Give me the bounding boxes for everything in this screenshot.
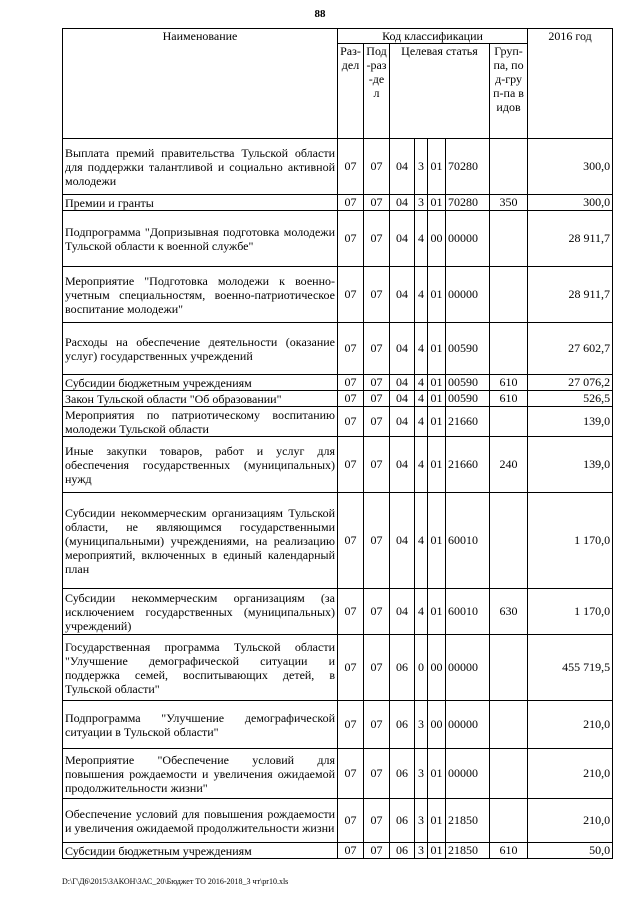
row-group: [490, 701, 528, 749]
row-target-direction: 00000: [446, 701, 490, 749]
header-podrazdel: Под-раз-дел: [364, 44, 390, 139]
row-target-direction: 00590: [446, 375, 490, 391]
row-name: Субсидии некоммерческим организациям Тульской области, не являющимся государственными (муниципальными) учреждениями, на реализацию мероприятий, включенных в единый календарный план: [63, 493, 338, 589]
row-name: Обеспечение условий для повышения рождаемости и увеличения ожидаемой продолжительности жизни: [63, 799, 338, 843]
header-target: Целевая статья: [390, 44, 490, 139]
row-target-direction: 00590: [446, 391, 490, 407]
row-name: Субсидии бюджетным учреждениям: [63, 375, 338, 391]
row-target-subprogram: 4: [415, 375, 428, 391]
row-target-event: 01: [428, 323, 446, 375]
row-podrazdel: 07: [364, 139, 390, 195]
row-target-program: 04: [390, 493, 415, 589]
row-group: [490, 323, 528, 375]
table-row: [63, 799, 613, 843]
row-target-program: 04: [390, 267, 415, 323]
table-row: [63, 437, 613, 493]
row-amount: 210,0: [528, 749, 613, 799]
row-target-direction: 00000: [446, 267, 490, 323]
row-name: Расходы на обеспечение деятельности (оказание услуг) государственных учреждений: [63, 323, 338, 375]
row-target-event: 00: [428, 635, 446, 701]
row-razdel: 07: [338, 635, 364, 701]
row-target-program: 04: [390, 323, 415, 375]
header-razdel: Раз-дел: [338, 44, 364, 139]
row-target-event: 01: [428, 749, 446, 799]
row-target-subprogram: 4: [415, 407, 428, 437]
row-name: Государственная программа Тульской области "Улучшение демографической ситуации и поддержка семей, воспитывающих детей, в Тульской области": [63, 635, 338, 701]
row-target-program: 06: [390, 635, 415, 701]
budget-table: [62, 28, 613, 859]
row-razdel: 07: [338, 589, 364, 635]
row-podrazdel: 07: [364, 589, 390, 635]
row-podrazdel: 07: [364, 407, 390, 437]
row-amount: 300,0: [528, 139, 613, 195]
table-row: [63, 211, 613, 267]
table-row: [63, 493, 613, 589]
table-row: [63, 843, 613, 859]
table-row: [63, 407, 613, 437]
row-amount: 27 076,2: [528, 375, 613, 391]
row-target-program: 04: [390, 375, 415, 391]
row-target-direction: 21660: [446, 437, 490, 493]
row-podrazdel: 07: [364, 701, 390, 749]
row-group: [490, 139, 528, 195]
row-target-subprogram: 4: [415, 437, 428, 493]
row-podrazdel: 07: [364, 749, 390, 799]
row-razdel: 07: [338, 139, 364, 195]
table-row: [63, 267, 613, 323]
row-target-subprogram: 4: [415, 589, 428, 635]
row-amount: 28 911,7: [528, 211, 613, 267]
row-podrazdel: 07: [364, 391, 390, 407]
row-target-program: 06: [390, 701, 415, 749]
row-razdel: 07: [338, 843, 364, 859]
header-name: Наименование: [63, 29, 338, 139]
row-amount: 1 170,0: [528, 589, 613, 635]
row-target-direction: 70280: [446, 195, 490, 211]
row-razdel: 07: [338, 437, 364, 493]
row-target-program: 06: [390, 749, 415, 799]
table-row: [63, 391, 613, 407]
row-razdel: 07: [338, 493, 364, 589]
row-razdel: 07: [338, 323, 364, 375]
row-target-program: 04: [390, 407, 415, 437]
row-podrazdel: 07: [364, 843, 390, 859]
row-razdel: 07: [338, 391, 364, 407]
row-target-event: 01: [428, 391, 446, 407]
row-target-program: 04: [390, 139, 415, 195]
row-target-direction: 70280: [446, 139, 490, 195]
header-group: Груп-па, под-груп-па видов: [490, 44, 528, 139]
row-group: 630: [490, 589, 528, 635]
row-podrazdel: 07: [364, 493, 390, 589]
row-target-event: 01: [428, 139, 446, 195]
row-target-subprogram: 4: [415, 493, 428, 589]
row-podrazdel: 07: [364, 195, 390, 211]
row-target-program: 06: [390, 843, 415, 859]
header-year: 2016 год: [528, 29, 613, 139]
row-podrazdel: 07: [364, 635, 390, 701]
row-amount: 455 719,5: [528, 635, 613, 701]
row-target-direction: 21660: [446, 407, 490, 437]
row-razdel: 07: [338, 701, 364, 749]
row-target-event: 01: [428, 375, 446, 391]
row-group: 350: [490, 195, 528, 211]
row-razdel: 07: [338, 195, 364, 211]
row-target-subprogram: 0: [415, 635, 428, 701]
row-podrazdel: 07: [364, 799, 390, 843]
row-amount: 27 602,7: [528, 323, 613, 375]
row-razdel: 07: [338, 375, 364, 391]
row-target-subprogram: 4: [415, 323, 428, 375]
row-name: Премии и гранты: [63, 195, 338, 211]
row-razdel: 07: [338, 267, 364, 323]
row-target-subprogram: 3: [415, 195, 428, 211]
row-group: [490, 211, 528, 267]
row-name: Подпрограмма "Улучшение демографической ситуации в Тульской области": [63, 701, 338, 749]
row-podrazdel: 07: [364, 437, 390, 493]
row-group: 240: [490, 437, 528, 493]
row-target-subprogram: 3: [415, 843, 428, 859]
row-name: Иные закупки товаров, работ и услуг для обеспечения государственных (муниципальных) нужд: [63, 437, 338, 493]
row-group: [490, 407, 528, 437]
row-target-direction: 00000: [446, 635, 490, 701]
row-amount: 139,0: [528, 407, 613, 437]
row-target-subprogram: 3: [415, 139, 428, 195]
row-podrazdel: 07: [364, 323, 390, 375]
row-target-subprogram: 3: [415, 701, 428, 749]
row-target-event: 01: [428, 589, 446, 635]
row-target-direction: 21850: [446, 799, 490, 843]
row-amount: 28 911,7: [528, 267, 613, 323]
row-target-event: 01: [428, 267, 446, 323]
row-target-event: 01: [428, 493, 446, 589]
row-podrazdel: 07: [364, 211, 390, 267]
row-target-program: 04: [390, 195, 415, 211]
row-target-direction: 00000: [446, 211, 490, 267]
row-target-program: 04: [390, 391, 415, 407]
row-amount: 1 170,0: [528, 493, 613, 589]
row-target-direction: 00590: [446, 323, 490, 375]
table-row: [63, 589, 613, 635]
row-target-direction: 00000: [446, 749, 490, 799]
row-target-subprogram: 3: [415, 749, 428, 799]
row-target-program: 04: [390, 589, 415, 635]
row-name: Мероприятие "Обеспечение условий для повышения рождаемости и увеличения ожидаемой продолжительности жизни": [63, 749, 338, 799]
row-razdel: 07: [338, 211, 364, 267]
row-target-event: 01: [428, 195, 446, 211]
row-name: Субсидии бюджетным учреждениям: [63, 843, 338, 859]
header-classification: Код классификации: [338, 29, 528, 44]
table-row: [63, 749, 613, 799]
row-podrazdel: 07: [364, 375, 390, 391]
row-razdel: 07: [338, 799, 364, 843]
table-row: [63, 701, 613, 749]
row-target-subprogram: 4: [415, 267, 428, 323]
row-target-subprogram: 3: [415, 799, 428, 843]
row-target-event: 01: [428, 407, 446, 437]
row-name: Закон Тульской области "Об образовании": [63, 391, 338, 407]
row-target-direction: 21850: [446, 843, 490, 859]
table-row: [63, 323, 613, 375]
row-amount: 526,5: [528, 391, 613, 407]
row-group: [490, 799, 528, 843]
page-number: 88: [314, 8, 326, 20]
row-target-program: 04: [390, 211, 415, 267]
row-name: Субсидии некоммерческим организациям (за исключением государственных (муниципальных) учреждений): [63, 589, 338, 635]
row-group: 610: [490, 391, 528, 407]
row-target-event: 01: [428, 437, 446, 493]
row-amount: 139,0: [528, 437, 613, 493]
row-target-event: 01: [428, 843, 446, 859]
row-name: Подпрограмма "Допризывная подготовка молодежи Тульской области к военной службе": [63, 211, 338, 267]
table-row: [63, 375, 613, 391]
row-group: 610: [490, 843, 528, 859]
row-razdel: 07: [338, 749, 364, 799]
row-group: [490, 267, 528, 323]
row-target-program: 04: [390, 437, 415, 493]
row-target-subprogram: 4: [415, 391, 428, 407]
row-group: 610: [490, 375, 528, 391]
row-name: Мероприятие "Подготовка молодежи к военно-учетным специальностям, военно-патриотическое воспитание молодежи": [63, 267, 338, 323]
row-amount: 210,0: [528, 799, 613, 843]
row-target-subprogram: 4: [415, 211, 428, 267]
row-target-program: 06: [390, 799, 415, 843]
row-name: Мероприятия по патриотическому воспитанию молодежи Тульской области: [63, 407, 338, 437]
row-razdel: 07: [338, 407, 364, 437]
table-row: [63, 195, 613, 211]
row-group: [490, 749, 528, 799]
row-target-event: 01: [428, 799, 446, 843]
row-podrazdel: 07: [364, 267, 390, 323]
row-amount: 210,0: [528, 701, 613, 749]
row-target-direction: 60010: [446, 589, 490, 635]
row-group: [490, 635, 528, 701]
row-group: [490, 493, 528, 589]
table-row: [63, 139, 613, 195]
row-amount: 300,0: [528, 195, 613, 211]
row-amount: 50,0: [528, 843, 613, 859]
row-name: Выплата премий правительства Тульской области для поддержки талантливой и социально активной молодежи: [63, 139, 338, 195]
row-target-event: 00: [428, 701, 446, 749]
row-target-direction: 60010: [446, 493, 490, 589]
table-row: [63, 635, 613, 701]
row-target-event: 00: [428, 211, 446, 267]
file-path-footer: D:\Г\Д6\2015\ЗАКОН\ЗАС_20\Бюджет ТО 2016-2018_3 чт\pr10.xls: [62, 877, 289, 886]
